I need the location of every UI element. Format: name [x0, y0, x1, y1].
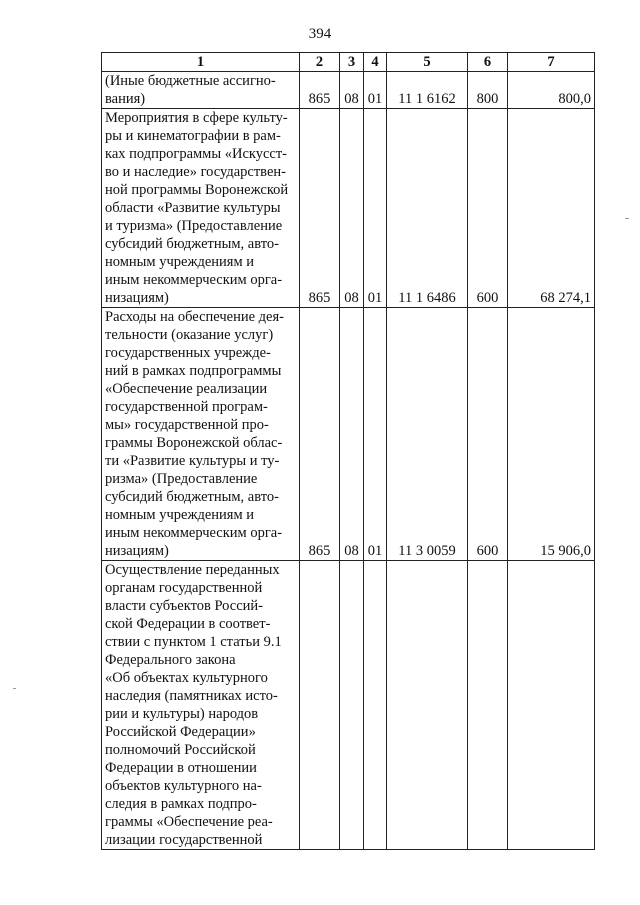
description-line: граммы «Обеспечение реа-: [105, 814, 273, 830]
description-line: низациям): [105, 543, 169, 559]
description-line: ний в рамках подпрограммы: [105, 363, 282, 379]
section-code: 08: [340, 109, 364, 308]
subsection-code: 01: [364, 308, 387, 561]
ministry-code: 865: [300, 308, 340, 561]
description-line: Осуществление переданных: [105, 562, 280, 578]
description-line: вания): [105, 91, 146, 107]
table-row: [102, 72, 595, 109]
page-number: 394: [308, 26, 332, 42]
expense-type-code: 600: [468, 109, 508, 308]
scan-mark: [625, 218, 629, 219]
description-line: объектов культурного на-: [105, 778, 262, 794]
subsection-code: [364, 561, 387, 850]
description-line: полномочий Российской: [105, 742, 256, 758]
description-line: рии и культуры) народов: [105, 706, 259, 722]
table-row: [102, 308, 595, 561]
description-line: Мероприятия в сфере культу-: [105, 110, 288, 126]
row-description: [102, 72, 300, 109]
description-line: во и наследие» государствен-: [105, 164, 286, 180]
description-line: иным некоммерческим орга-: [105, 525, 283, 541]
section-code: 08: [340, 72, 364, 109]
target-article-code: 11 1 6162: [387, 72, 468, 109]
expense-type-code: 800: [468, 72, 508, 109]
description-line: власти субъектов Россий-: [105, 598, 263, 614]
description-line: органам государственной: [105, 580, 263, 596]
amount: 15 906,0: [508, 308, 595, 561]
description-line: ры и кинематографии в рам-: [105, 128, 281, 144]
target-article-code: 11 1 6486: [387, 109, 468, 308]
target-article-code: [387, 561, 468, 850]
section-code: [340, 561, 364, 850]
subsection-code: 01: [364, 72, 387, 109]
row-description: [102, 308, 300, 561]
col-header: 2: [300, 53, 340, 72]
table-row: [102, 561, 595, 850]
amount: 68 274,1: [508, 109, 595, 308]
description-line: наследия (памятниках исто-: [105, 688, 278, 704]
description-line: государственных учрежде-: [105, 345, 271, 361]
col-header: 6: [468, 53, 508, 72]
target-article-code: 11 3 0059: [387, 308, 468, 561]
description-line: Федерального закона: [105, 652, 236, 668]
col-header: 3: [340, 53, 364, 72]
amount: [508, 561, 595, 850]
row-description: [102, 561, 300, 850]
ministry-code: [300, 561, 340, 850]
description-line: Федерации в отношении: [105, 760, 257, 776]
header-row: [102, 53, 595, 72]
description-line: лизации государственной: [105, 832, 263, 848]
col-header: 1: [102, 53, 300, 72]
description-line: «Обеспечение реализации: [105, 381, 268, 397]
description-line: ти «Развитие культуры и ту-: [105, 453, 280, 469]
ministry-code: 865: [300, 109, 340, 308]
col-header: 4: [364, 53, 387, 72]
amount: 800,0: [508, 72, 595, 109]
description-line: низациям): [105, 290, 169, 306]
description-line: ной программы Воронежской: [105, 182, 289, 198]
description-line: тельности (оказание услуг): [105, 327, 274, 343]
description-line: мы» государственной про-: [105, 417, 269, 433]
description-line: области «Развитие культуры: [105, 200, 281, 216]
description-line: «Об объектах культурного: [105, 670, 268, 686]
description-line: граммы Воронежской облас-: [105, 435, 283, 451]
description-line: Российской Федерации»: [105, 724, 256, 740]
description-line: иным некоммерческим орга-: [105, 272, 283, 288]
description-line: (Иные бюджетные ассигно-: [105, 73, 276, 89]
description-line: субсидий бюджетным, авто-: [105, 236, 279, 252]
scan-mark: [13, 688, 16, 689]
section-code: 08: [340, 308, 364, 561]
description-line: субсидий бюджетным, авто-: [105, 489, 279, 505]
description-line: номным учреждениям и: [105, 254, 255, 270]
description-line: ризма» (Предоставление: [105, 471, 258, 487]
expense-type-code: [468, 561, 508, 850]
ministry-code: 865: [300, 72, 340, 109]
description-line: ствии с пунктом 1 статьи 9.1: [105, 634, 282, 650]
col-header: 5: [387, 53, 468, 72]
description-line: номным учреждениям и: [105, 507, 255, 523]
description-line: ках подпрограммы «Искусст-: [105, 146, 288, 162]
description-line: следия в рамках подпро-: [105, 796, 257, 812]
description-line: государственной програм-: [105, 399, 268, 415]
budget-table: [101, 52, 595, 850]
table-row: [102, 109, 595, 308]
description-line: ской Федерации в соответ-: [105, 616, 271, 632]
expense-type-code: 600: [468, 308, 508, 561]
subsection-code: 01: [364, 109, 387, 308]
row-description: [102, 109, 300, 308]
description-line: и туризма» (Предоставление: [105, 218, 283, 234]
description-line: Расходы на обеспечение дея-: [105, 309, 284, 325]
col-header: 7: [508, 53, 595, 72]
